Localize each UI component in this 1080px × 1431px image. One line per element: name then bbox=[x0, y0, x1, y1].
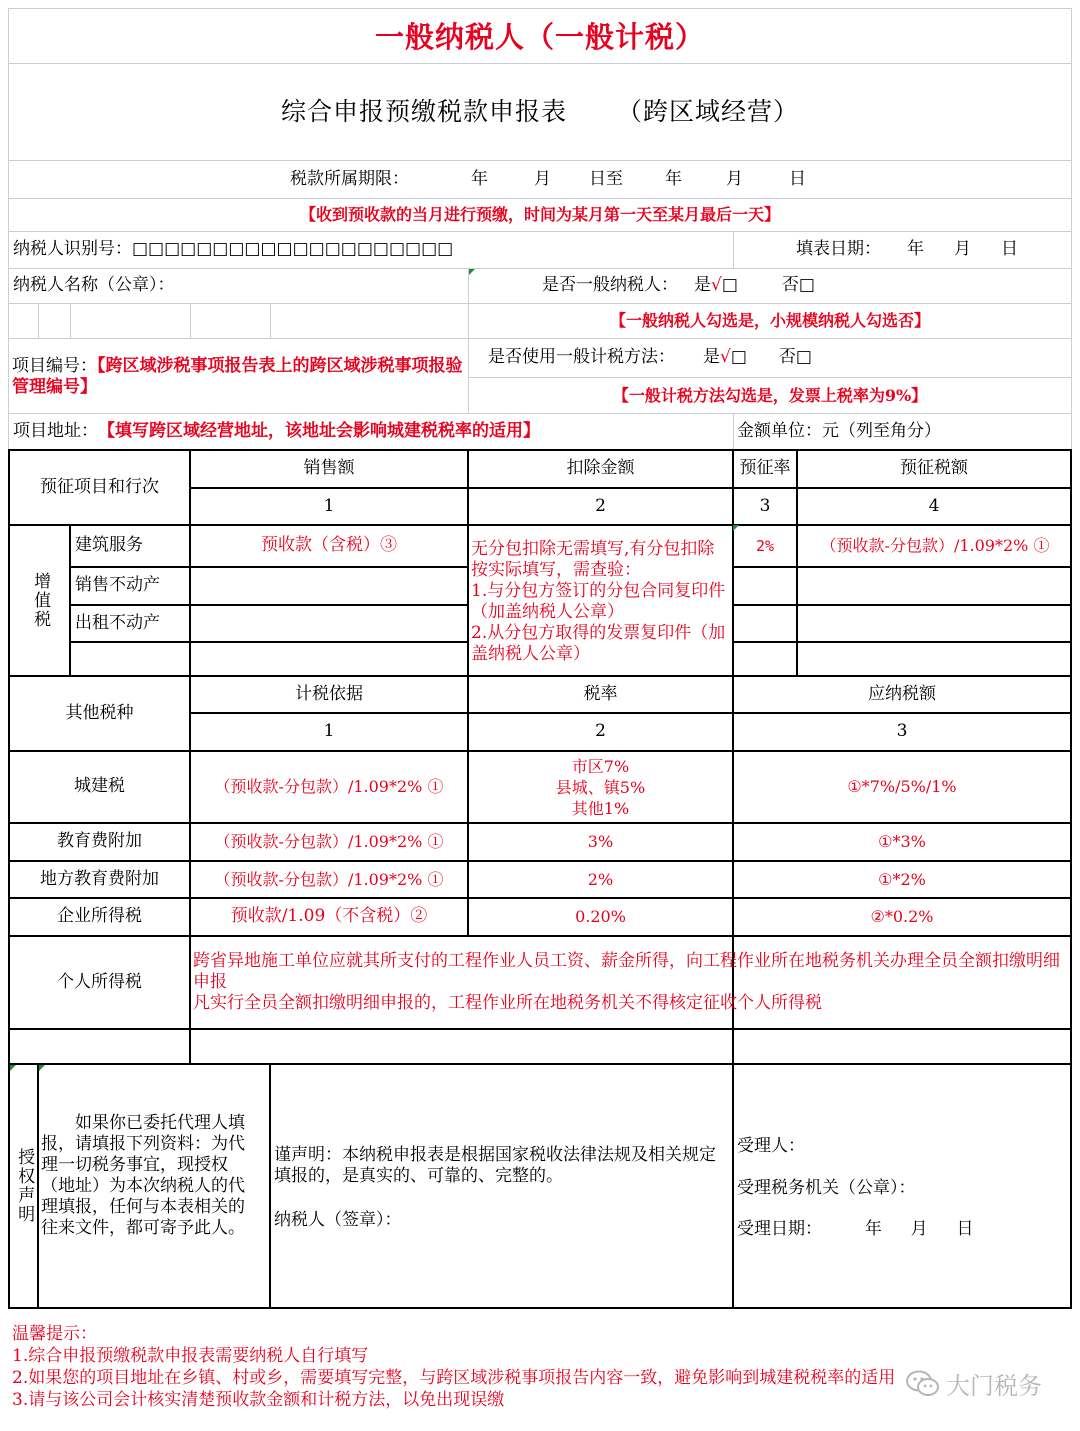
table-row-name: 地方教育费附加 bbox=[40, 868, 159, 889]
table-row-basis: （预收款-分包款）/1.09*2% ① bbox=[214, 832, 444, 851]
vat-col-number: 2 bbox=[595, 495, 606, 516]
general-method-yes-checkbox[interactable]: □ bbox=[730, 347, 747, 368]
tax-period-note: 【收到预收款的当月进行预缴，时间为某月第一天至某月最后一天】 bbox=[299, 205, 780, 224]
tips-item: 1.综合申报预缴税款申报表需要纳税人自行填写 bbox=[12, 1346, 369, 1366]
table-row-tax: ①*3% bbox=[878, 832, 926, 851]
form-title-note: （跨区域经营） bbox=[617, 97, 800, 127]
general-method-label: 是否使用一般计税方法： bbox=[488, 347, 675, 368]
vat-col-number: 3 bbox=[759, 495, 771, 516]
table-border bbox=[70, 641, 468, 643]
form-title-main: 综合申报预缴税款申报表 bbox=[280, 97, 567, 127]
fill-date-month: 月 bbox=[954, 239, 971, 260]
other-col-rate: 税率 bbox=[583, 683, 618, 704]
grid-line bbox=[270, 303, 271, 338]
project-address-label: 项目地址： bbox=[13, 421, 98, 442]
table-row-tax: ②*0.2% bbox=[870, 907, 934, 926]
table-row-tax: ①*7%/5%/1% bbox=[847, 777, 957, 796]
vat-header-item: 预征项目和行次 bbox=[40, 476, 159, 497]
other-col-number: 2 bbox=[595, 721, 606, 742]
table-border bbox=[1070, 449, 1072, 1309]
vat-group-label bbox=[10, 526, 69, 675]
general-method-yes: 是 bbox=[703, 347, 720, 368]
pit-note: 跨省异地施工单位应就其所支付的工程作业人员工资、薪金所得，向工程作业所在地税务机关办理全员全额扣缴明细申报 凡实行全员全额扣缴明细申报的，工程作业所在地税务机关不得核定征收个人所得税 bbox=[193, 951, 1060, 1013]
table-border bbox=[37, 1063, 39, 1307]
construction-rate-value: 2% bbox=[755, 536, 775, 555]
general-method-no-checkbox[interactable]: 否□ bbox=[778, 347, 812, 368]
project-no-note: 【跨区域涉税事项报告表上的跨区域涉税事项报验管理编号】 bbox=[12, 356, 463, 397]
vat-col-tax: 预征税额 bbox=[900, 458, 968, 479]
other-col-basis: 计税依据 bbox=[295, 683, 363, 704]
wechat-icon bbox=[906, 1370, 940, 1398]
taxpayer-name-label: 纳税人名称（公章）： bbox=[13, 275, 175, 296]
auth-label bbox=[10, 1065, 37, 1307]
tax-period-day1: 日至 bbox=[589, 168, 623, 189]
tax-period-month2: 月 bbox=[726, 168, 743, 189]
table-row-basis: （预收款-分包款）/1.09*2% ① bbox=[214, 777, 444, 796]
tax-period-year1: 年 bbox=[471, 168, 488, 189]
receive-date-year: 年 bbox=[864, 1219, 882, 1239]
vat-row-construction: 建筑服务 bbox=[75, 535, 143, 556]
project-no-label: 项目编号： bbox=[12, 356, 97, 376]
receive-date-label: 受理日期： bbox=[737, 1219, 822, 1239]
table-row-rate: 市区7% 县城、镇5% 其他1% bbox=[555, 756, 646, 818]
statement-text: 谨声明：本纳税申报表是根据国家税收法律法规及相关规定填报的，是真实的、可靠的、完整的。 bbox=[274, 1145, 716, 1186]
general-taxpayer-yes-checkbox[interactable]: □ bbox=[721, 275, 738, 296]
other-col-tax: 应纳税额 bbox=[868, 683, 936, 704]
general-method-note: 【一般计税方法勾选是，发票上税率为9%】 bbox=[612, 385, 928, 405]
vat-col-sales: 销售额 bbox=[303, 458, 355, 479]
grid-line bbox=[190, 303, 191, 338]
receive-date-month: 月 bbox=[910, 1219, 928, 1239]
grid-line bbox=[38, 303, 39, 338]
vat-group-text: 增值税 bbox=[30, 572, 51, 629]
auth-text: 如果你已委托代理人填报，请填报下列资料：为代理一切税务事宜，现授权（地址）为本次纳税人的代理填报，任何与本表相关的往来文件，都可寄予此人。 bbox=[41, 1113, 245, 1238]
table-row-name: 城建税 bbox=[74, 776, 125, 797]
table-row-rate: 3% bbox=[587, 832, 614, 851]
taxpayer-id-label: 纳税人识别号： bbox=[13, 239, 132, 260]
fill-date-label: 填表日期： bbox=[796, 239, 881, 260]
other-col-number: 3 bbox=[896, 721, 908, 742]
taxpayer-signature-label: 纳税人（签章）： bbox=[274, 1210, 402, 1230]
deduction-note: 无分包扣除无需填写,有分包扣除按实际填写，需查验： 1.与分包方签订的分包合同复印件（加盖纳税人公章） 2.从分包方取得的发票复印件（加盖纳税人公章） bbox=[471, 539, 726, 664]
check-mark-icon: √ bbox=[711, 275, 722, 296]
vat-col-number: 4 bbox=[928, 495, 940, 516]
grid-line bbox=[70, 303, 71, 338]
fill-date-day: 日 bbox=[1001, 239, 1018, 260]
table-row-name: 教育费附加 bbox=[57, 831, 142, 852]
vat-row-sale-property: 销售不动产 bbox=[75, 575, 160, 596]
tips-title: 温馨提示： bbox=[12, 1324, 97, 1344]
fill-date-row bbox=[796, 232, 1072, 268]
check-mark-icon: √ bbox=[720, 347, 731, 368]
page-title: 一般纳税人（一般计税） bbox=[374, 19, 705, 54]
other-col-number: 1 bbox=[323, 721, 335, 742]
amount-unit: 金额单位：元（列至角分） bbox=[737, 421, 941, 442]
table-border bbox=[8, 1028, 1072, 1030]
tax-period-row bbox=[290, 161, 990, 198]
table-border bbox=[733, 641, 1072, 643]
table-border bbox=[733, 566, 1072, 568]
vat-row-rent-property: 出租不动产 bbox=[75, 612, 160, 633]
tips-item: 3.请与该公司会计核实清楚预收款金额和计税方法，以免出现误缴 bbox=[12, 1390, 505, 1410]
vat-col-number: 1 bbox=[323, 495, 335, 516]
table-border bbox=[8, 1063, 1072, 1065]
table-border bbox=[269, 1063, 271, 1307]
general-taxpayer-label: 是否一般纳税人： bbox=[542, 275, 678, 296]
general-taxpayer-no-checkbox[interactable]: 否□ bbox=[781, 275, 815, 296]
auth-label-text: 授权声明 bbox=[14, 1148, 35, 1224]
receiver-label: 受理人： bbox=[737, 1136, 805, 1156]
table-row-basis: （预收款-分包款）/1.09*2% ① bbox=[214, 869, 444, 889]
tax-office-label: 受理税务机关（公章）： bbox=[737, 1178, 916, 1198]
pit-name: 个人所得税 bbox=[57, 971, 142, 992]
table-row-rate: 0.20% bbox=[575, 907, 626, 926]
taxpayer-id-row bbox=[9, 232, 733, 268]
general-method-row bbox=[488, 339, 1072, 377]
table-row-basis: 预收款/1.09（不含税）② bbox=[230, 906, 428, 927]
watermark bbox=[906, 1366, 1042, 1401]
construction-sales-value: 预收款（含税）③ bbox=[261, 535, 397, 556]
table-border bbox=[8, 1307, 1072, 1309]
project-no-block bbox=[12, 356, 464, 398]
cell-comment-marker bbox=[39, 1065, 45, 1071]
table-row-rate: 2% bbox=[587, 869, 614, 889]
tax-period-label: 税款所属期限： bbox=[290, 168, 409, 189]
taxpayer-id-boxes[interactable]: □□□□□□□□□□□□□□□□□□□□ bbox=[132, 239, 454, 260]
grid-line bbox=[8, 8, 1072, 9]
vat-col-deduct: 扣除金额 bbox=[566, 458, 635, 479]
project-address-row bbox=[9, 414, 733, 450]
tax-period-day2: 日 bbox=[789, 168, 806, 189]
vat-col-rate: 预征率 bbox=[739, 458, 791, 479]
tax-period-month1: 月 bbox=[534, 168, 551, 189]
watermark-text: 大门税务 bbox=[946, 1372, 1042, 1400]
general-taxpayer-row bbox=[542, 269, 1062, 303]
form-title bbox=[8, 64, 1072, 160]
tips-item: 2.如果您的项目地址在乡镇、村或乡，需要填写完整，与跨区域涉税事项报告内容一致，避免影响到城建税税率的适用 bbox=[12, 1368, 896, 1388]
fill-date-year: 年 bbox=[907, 239, 924, 260]
table-border bbox=[733, 604, 1072, 606]
project-address-note: 【填写跨区域经营地址，该地址会影响城建税税率的适用】 bbox=[98, 421, 540, 442]
grid-line bbox=[733, 231, 734, 268]
cell-comment-marker bbox=[469, 269, 475, 275]
tax-period-year2: 年 bbox=[665, 168, 682, 189]
general-taxpayer-note: 【一般纳税人勾选是，小规模纳税人勾选否】 bbox=[609, 311, 930, 330]
receive-date-row bbox=[737, 1219, 973, 1240]
construction-tax-value: （预收款-分包款）/1.09*2% ① bbox=[820, 536, 1050, 555]
general-taxpayer-yes: 是 bbox=[694, 275, 711, 296]
receive-date-day: 日 bbox=[956, 1219, 974, 1239]
table-row-name: 企业所得税 bbox=[57, 906, 142, 927]
other-header-item: 其他税种 bbox=[65, 702, 134, 723]
table-row-tax: ①*2% bbox=[878, 869, 926, 889]
